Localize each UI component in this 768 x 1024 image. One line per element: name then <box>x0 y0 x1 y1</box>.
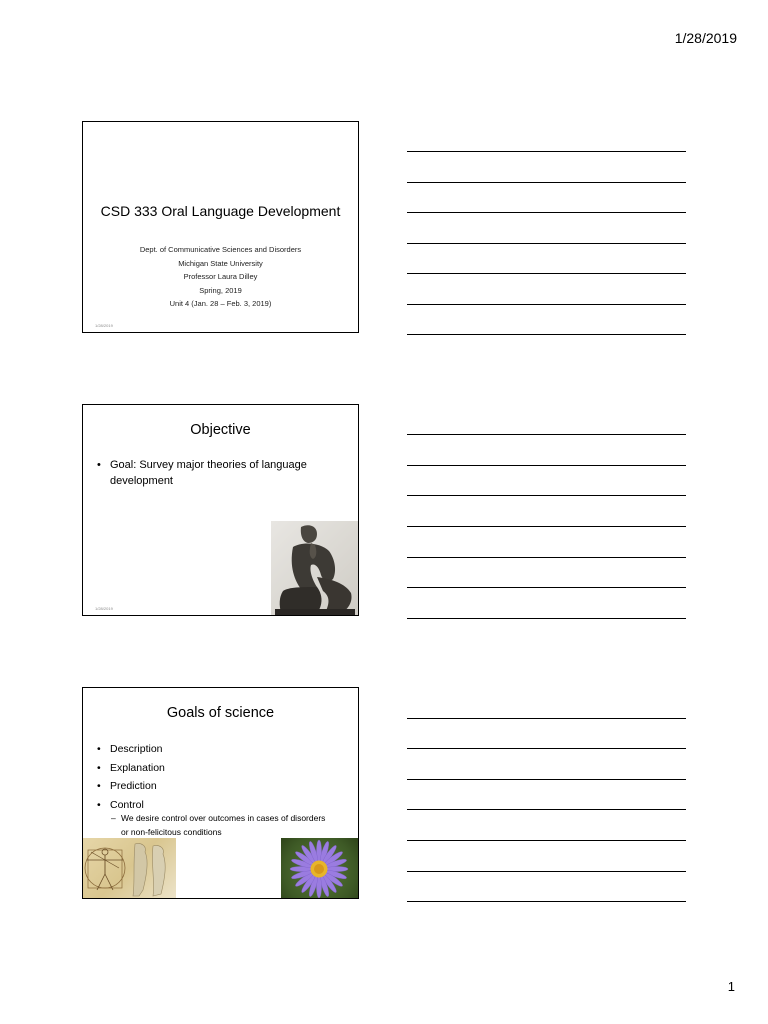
sub-bullet-item: – We desire control over outcomes in cases of disorders or non-felicitous conditions <box>111 812 334 839</box>
note-line <box>407 748 686 749</box>
note-line <box>407 495 686 496</box>
note-line <box>407 809 686 810</box>
subtitle-department: Dept. of Communicative Sciences and Disorders <box>139 245 302 254</box>
note-line <box>407 618 686 619</box>
slide-goals-of-science <box>82 687 359 899</box>
page-number: 1 <box>727 979 735 994</box>
bullet-item: • Goal: Survey major theories of language development <box>97 457 338 489</box>
note-line <box>407 901 686 902</box>
aster-flower-icon <box>281 838 358 898</box>
note-line <box>407 779 686 780</box>
slide-objective <box>82 404 359 616</box>
note-line <box>407 434 686 435</box>
note-line <box>407 871 686 872</box>
slide-footer-date: 1/28/2019 <box>95 606 113 611</box>
note-line <box>407 587 686 588</box>
note-line <box>407 243 686 244</box>
note-line <box>407 212 686 213</box>
bullet-item: • Prediction <box>97 777 338 796</box>
note-line <box>407 151 686 152</box>
header-date: 1/28/2019 <box>674 30 737 46</box>
bullet-item: • Control <box>97 796 338 815</box>
note-line <box>407 182 686 183</box>
note-line <box>407 526 686 527</box>
bullet-list <box>97 457 338 489</box>
anatomical-sketch-image <box>83 838 176 898</box>
note-line <box>407 718 686 719</box>
note-line <box>407 334 686 335</box>
note-line <box>407 465 686 466</box>
slide-title-slide <box>82 121 359 333</box>
bullet-item: • Description <box>97 740 338 759</box>
anatomical-sketch-icon <box>83 838 176 898</box>
slide-title: Goals of science <box>166 705 275 721</box>
bullet-item: • Explanation <box>97 759 338 778</box>
note-line <box>407 557 686 558</box>
note-line <box>407 273 686 274</box>
thinker-statue-image <box>271 521 358 615</box>
subtitle-professor: Professor Laura Dilley <box>183 272 258 282</box>
slide-title: Objective <box>190 422 251 438</box>
subtitle-unit: Unit 4 (Jan. 28 – Feb. 3, 2019) <box>169 299 272 309</box>
slide-title: CSD 333 Oral Language Development <box>100 203 341 219</box>
note-line <box>407 840 686 841</box>
subtitle-term: Spring, 2019 <box>199 285 242 295</box>
subtitle-university: Michigan State University <box>178 258 263 268</box>
thinker-statue-icon <box>271 521 358 615</box>
slide-footer-date: 1/28/2019 <box>95 323 113 328</box>
bullet-list <box>97 740 338 814</box>
slide-subtitle <box>83 243 358 311</box>
aster-flower-image <box>281 838 358 898</box>
note-line <box>407 304 686 305</box>
